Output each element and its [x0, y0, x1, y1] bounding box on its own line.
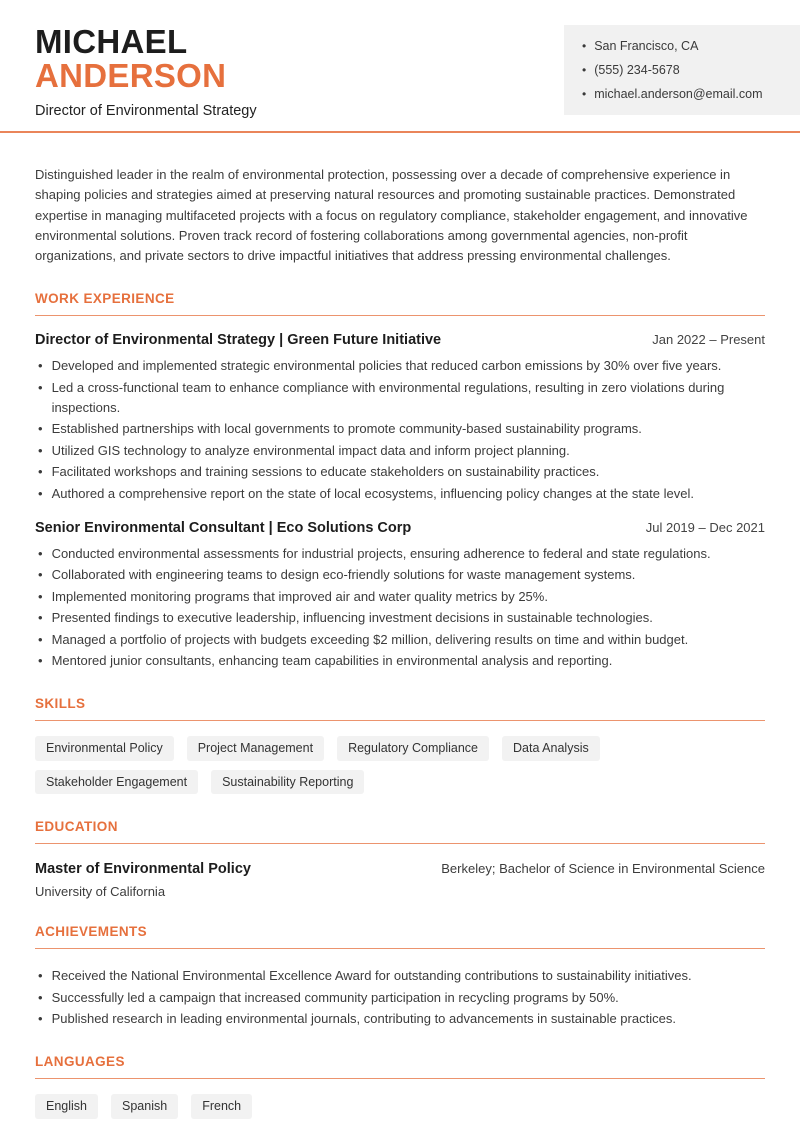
job-entry — [35, 332, 765, 504]
language-tag: English — [35, 1094, 98, 1119]
section-title-achievements: ACHIEVEMENTS — [35, 924, 148, 940]
skill-tag: Sustainability Reporting — [211, 770, 364, 795]
job-bullet — [35, 419, 765, 439]
language-tag: French — [191, 1094, 252, 1119]
job-bullet — [35, 608, 765, 628]
bullet-icon: • — [38, 485, 43, 501]
job-bullet — [35, 544, 765, 564]
contact-email-text: michael.anderson@email.com — [594, 87, 763, 101]
job-bullet — [35, 462, 765, 482]
section-skills — [35, 696, 765, 794]
job-dates: Jul 2019 – Dec 2021 — [645, 519, 765, 535]
language-tag: Spanish — [111, 1094, 178, 1119]
contact-location — [582, 39, 784, 53]
achievement-bullet — [35, 966, 765, 986]
header-divider — [0, 131, 800, 133]
job-bullet — [35, 484, 765, 504]
job-header — [35, 332, 765, 348]
person-name — [35, 25, 257, 93]
job-bullet-text: Implemented monitoring programs that improved air and water quality metrics by 25%. — [51, 588, 548, 604]
achievement-text: Received the National Environmental Excellence Award for outstanding contributions to sustainability initiatives. — [51, 968, 692, 984]
section-rule — [35, 948, 765, 949]
achievement-text: Published research in leading environmental journals, contributing to advancements in sustainable practices. — [51, 1011, 676, 1027]
job-bullet — [35, 441, 765, 461]
bullet-icon: • — [38, 358, 43, 374]
skill-tag: Data Analysis — [502, 736, 600, 761]
bullet-icon: • — [38, 989, 43, 1005]
degree-title: Master of Environmental Policy — [35, 861, 251, 878]
bullet-icon: • — [582, 39, 587, 53]
contact-phone-text: (555) 234-5678 — [594, 63, 680, 77]
section-achievements — [35, 924, 765, 1029]
achievement-text: Successfully led a campaign that increased community participation in recycling programs by 50%. — [51, 989, 619, 1005]
bullet-icon: • — [38, 610, 43, 626]
job-bullet-text: Authored a comprehensive report on the state of local ecosystems, influencing policy changes at the state level. — [51, 485, 694, 501]
section-rule — [35, 843, 765, 844]
bullet-icon: • — [38, 567, 43, 583]
first-name: MICHAEL — [35, 23, 188, 60]
job-bullet-text: Conducted environmental assessments for industrial projects, ensuring adherence to federal and state regulations. — [51, 545, 711, 561]
job-bullet-text: Utilized GIS technology to analyze environmental impact data and inform project planning. — [51, 442, 570, 458]
job-bullet — [35, 378, 765, 418]
job-bullet-text: Established partnerships with local governments to promote community-based sustainability programs. — [51, 421, 642, 437]
skill-tag-list — [35, 736, 765, 794]
job-subtitle: Director of Environmental Strategy — [35, 103, 257, 119]
bullet-icon: • — [38, 421, 43, 437]
bullet-icon: • — [38, 968, 43, 984]
language-tag-list — [35, 1094, 765, 1119]
bullet-icon: • — [38, 545, 43, 561]
job-bullet-text: Facilitated workshops and training sessions to educate stakeholders on sustainability practices. — [51, 464, 600, 480]
section-title-work: WORK EXPERIENCE — [35, 291, 175, 307]
bullet-icon: • — [582, 63, 587, 77]
contact-phone — [582, 63, 784, 77]
job-title: Director of Environmental Strategy | Green Future Initiative — [35, 332, 442, 349]
job-bullet-text: Developed and implemented strategic environmental policies that reduced carbon emissions by 30% over five years. — [51, 358, 722, 374]
section-education — [35, 819, 765, 899]
resume-header — [0, 0, 800, 119]
job-bullet — [35, 651, 765, 671]
section-work-experience — [35, 291, 765, 671]
bullet-icon: • — [38, 1011, 43, 1027]
education-row — [35, 861, 765, 877]
school-name: University of California — [35, 884, 166, 900]
bullet-icon: • — [38, 631, 43, 647]
contact-card — [564, 25, 800, 115]
section-rule — [35, 1078, 765, 1079]
job-bullet — [35, 630, 765, 650]
contact-email — [582, 87, 784, 101]
skill-tag: Environmental Policy — [35, 736, 174, 761]
skill-tag: Project Management — [187, 736, 324, 761]
section-rule — [35, 315, 765, 316]
last-name: ANDERSON — [35, 57, 227, 94]
job-entry — [35, 520, 765, 672]
name-block — [35, 25, 257, 119]
achievement-bullet — [35, 1009, 765, 1029]
education-detail: Berkeley; Bachelor of Science in Environmental Science — [441, 861, 765, 877]
achievement-bullet — [35, 988, 765, 1008]
bullet-icon: • — [38, 588, 43, 604]
skill-tag: Stakeholder Engagement — [35, 770, 198, 795]
section-title-skills: SKILLS — [35, 696, 86, 712]
job-bullet-text: Led a cross-functional team to enhance compliance with environmental regulations, resulting in zero violations during inspections. — [51, 379, 725, 415]
job-bullet — [35, 356, 765, 376]
bullet-icon: • — [38, 442, 43, 458]
summary-paragraph: Distinguished leader in the realm of environmental protection, possessing over a decade of comprehensive experience in shaping policies and strategies aimed at preserving natural resources and promoting sustainable practices. Demonstrated expertise in managing multifaceted projects with a focus on regulatory compliance, stakeholder engagement, and innovative environmental solutions. Proven track record of fostering collaborations among governmental agencies, non-profit organizations, and private sectors to drive impactful initiatives that address pressing environmental challenges. — [35, 167, 748, 264]
bullet-icon: • — [38, 464, 43, 480]
job-title: Senior Environmental Consultant | Eco Solutions Corp — [35, 519, 412, 536]
contact-location-text: San Francisco, CA — [594, 39, 699, 53]
section-rule — [35, 720, 765, 721]
section-title-education: EDUCATION — [35, 819, 118, 835]
bullet-icon: • — [38, 653, 43, 669]
job-bullet-list — [35, 356, 765, 504]
section-languages — [35, 1054, 765, 1119]
job-bullet — [35, 587, 765, 607]
job-bullet-text: Presented findings to executive leadership, influencing investment decisions in sustainable technologies. — [51, 610, 653, 626]
job-header — [35, 520, 765, 536]
bullet-icon: • — [38, 379, 43, 395]
skill-tag: Regulatory Compliance — [337, 736, 489, 761]
achievement-list — [35, 966, 765, 1029]
job-bullet-text: Mentored junior consultants, enhancing team capabilities in environmental analysis and reporting. — [51, 653, 613, 669]
job-bullet — [35, 565, 765, 585]
bullet-icon: • — [582, 87, 587, 101]
resume-content — [0, 165, 800, 1119]
job-bullet-list — [35, 544, 765, 672]
job-bullet-text: Managed a portfolio of projects with budgets exceeding $2 million, delivering results on time and within budget. — [51, 631, 689, 647]
job-dates: Jan 2022 – Present — [652, 332, 765, 348]
job-bullet-text: Collaborated with engineering teams to design eco-friendly solutions for waste management systems. — [51, 567, 636, 583]
section-title-languages: LANGUAGES — [35, 1054, 125, 1070]
